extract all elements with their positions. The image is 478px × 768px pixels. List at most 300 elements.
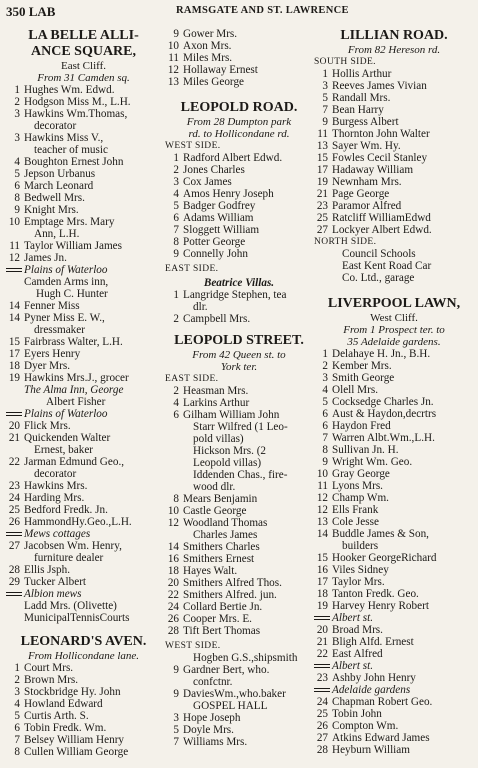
resident-name: Paramor Alfred [332,200,402,212]
resident-name: Warren Albt.Wm.,L.H. [332,432,435,444]
resident-name: Belsey William Henry [24,734,125,746]
resident-name: Hawkins Wm.Thomas, [24,108,128,120]
resident-name: Jones Charles [183,164,245,176]
resident-name: Delahaye H. Jn., B.H. [332,348,431,360]
cross-street-label: Plains of Waterloo [24,264,108,276]
house-number: 24 [8,492,20,504]
directory-entry [314,504,474,516]
resident-name: Hayes Walt. [183,565,238,577]
house-number: 19 [316,600,328,612]
directory-entry [314,516,474,528]
house-number: 11 [168,52,179,64]
terrace-name: Beatrice Villas. [203,277,275,289]
directory-entry [6,348,161,360]
house-number: 6 [322,420,328,432]
house-number: 3 [14,132,20,144]
resident-name: Cooper Mrs. E. [183,613,252,625]
resident-name: dressmaker [34,324,85,336]
directory-entry [6,456,161,468]
resident-name: Hawkins Mrs.J., grocer [24,372,129,384]
directory-entry [314,360,474,372]
directory-entry [314,444,474,456]
directory-entry [6,252,161,264]
street-location: West Cliff. [370,312,418,324]
directory-entry [314,104,474,116]
directory-entry [165,601,313,613]
directory-entry [314,672,474,684]
directory-entry [6,120,161,132]
directory-entry [165,212,313,224]
resident-name: Haydon Fred [332,420,391,432]
resident-name: Hope Joseph [183,712,241,724]
house-number: 8 [322,444,328,456]
directory-entry [165,517,313,529]
house-number: 1 [14,84,20,96]
directory-entry [165,397,313,409]
house-number: 18 [8,360,20,372]
house-number: 14 [8,300,20,312]
double-rule-icon [6,268,22,272]
cross-street-label: Plains of Waterloo [24,408,108,420]
directory-entry [165,313,313,325]
directory-entry [314,456,474,468]
resident-name: March Leonard [24,180,94,192]
house-number: 15 [8,336,20,348]
directory-entry [165,224,313,236]
house-number: 8 [14,746,20,758]
directory-entry [6,540,161,552]
house-number: 1 [173,152,179,164]
house-number: 15 [316,552,328,564]
resident-name: Hodgson Miss M., L.H. [24,96,131,108]
resident-name: Aust & Haydon,decrtrs [332,408,437,420]
resident-name: Cole Jesse [332,516,379,528]
resident-name: Langridge Stephen, tea [183,289,287,301]
house-number: 1 [173,289,179,301]
directory-entry [165,529,313,541]
street-heading: LEOPOLD ROAD. [180,100,298,115]
directory-entry [314,648,474,660]
street-from: From 31 Camden sq. [37,72,130,84]
directory-entry [314,116,474,128]
street-heading: LIVERPOOL LAWN, [327,296,461,311]
house-number: 4 [173,397,179,409]
resident-name: Hawkins Mrs. [24,480,88,492]
resident-name: Olell Mrs. [332,384,378,396]
resident-name: Lockyer Albert Edwd. [332,224,432,236]
directory-entry [314,432,474,444]
directory-entry [6,552,161,564]
house-number: 10 [167,40,179,52]
resident-name: Reeves James Vivian [332,80,427,92]
house-number: 11 [317,128,328,140]
resident-name: Starr Wilfred (1 Leo- [193,421,288,433]
cross-street [314,684,474,696]
resident-name: Harvey Henry Robert [332,600,429,612]
house-number: 23 [8,480,20,492]
house-number: 2 [173,313,179,325]
street-heading: LILLIAN ROAD. [340,28,448,43]
directory-entry [6,360,161,372]
double-rule-icon [6,412,22,416]
directory-entry [6,300,161,312]
resident-name: DaviesWm.,who.baker [183,688,286,700]
double-rule-icon [6,532,22,536]
resident-name: Iddenden Chas., fire- [193,469,288,481]
resident-name: Buddle James & Son, [332,528,429,540]
house-number: 5 [14,168,20,180]
resident-name: furniture dealer [34,552,104,564]
resident-name: Wright Wm. Geo. [332,456,413,468]
directory-entry [165,385,313,397]
directory-entry [165,152,313,164]
house-number: 28 [8,564,20,576]
resident-name: Sloggett William [183,224,260,236]
resident-name: Taylor Mrs. [332,576,385,588]
directory-entry [165,289,313,301]
house-number: 15 [316,152,328,164]
resident-name: Champ Wm. [332,492,389,504]
directory-entry [314,92,474,104]
house-number: 25 [8,504,20,516]
house-number: 18 [167,565,179,577]
resident-name: Viles Sidney [332,564,389,576]
directory-entry [165,236,313,248]
street-from: rd. to Hollicondane rd. [188,128,290,140]
street-from: 35 Adelaide gardens. [347,336,441,348]
resident-name: Ashby John Henry [332,672,416,684]
resident-name: East Alfred [332,648,383,660]
directory-entry [6,710,161,722]
directory-entry [165,625,313,637]
resident-name: Hughes Wm. Edwd. [24,84,115,96]
directory-entry [165,164,313,176]
directory-entry [6,504,161,516]
house-number: 21 [8,432,20,444]
directory-entry [165,577,313,589]
house-number: 12 [8,252,20,264]
house-number: 25 [316,212,328,224]
resident-name: Stockbridge Hy. John [24,686,121,698]
resident-name: Tucker Albert [24,576,87,588]
directory-entry [165,176,313,188]
resident-name: Heyburn William [332,744,410,756]
resident-name: Campbell Mrs. [183,313,251,325]
resident-name: Dyer Mrs. [24,360,70,372]
directory-entry [314,348,474,360]
house-number: 3 [322,372,328,384]
cross-street [6,264,161,276]
directory-entry [6,312,161,324]
inn-entry: Albert Fisher [46,396,106,408]
directory-entry [314,540,474,552]
resident-name: Burgess Albert [332,116,399,128]
directory-entry [314,552,474,564]
directory-entry [314,696,474,708]
house-number: 9 [173,248,179,260]
house-number: 10 [167,505,179,517]
house-number: 13 [167,76,179,88]
directory-entry [165,64,313,76]
directory-entry [165,200,313,212]
directory-entry [165,541,313,553]
house-number: 23 [316,672,328,684]
directory-entry [6,156,161,168]
resident-name: Gardner Bert, who. [183,664,270,676]
resident-name: Bedwell Mrs. [24,192,85,204]
resident-name: Cullen William George [24,746,129,758]
house-number: 27 [316,224,328,236]
house-number: 25 [316,708,328,720]
resident-name: Compton Wm. [332,720,399,732]
house-number: 9 [173,664,179,676]
directory-entry [165,553,313,565]
resident-name: Woodland Thomas [183,517,268,529]
house-number: 4 [173,188,179,200]
directory-entry [165,301,313,313]
resident-name: Hollaway Ernest [183,64,258,76]
house-number: 28 [167,625,179,637]
house-number: 20 [316,624,328,636]
side-heading: SOUTH SIDE. [314,57,376,67]
directory-entry [6,180,161,192]
resident-name: Mears Benjamin [183,493,258,505]
house-number: 19 [316,176,328,188]
resident-name: GOSPEL HALL [193,700,268,712]
resident-name: Hickson Mrs. (2 [193,445,267,457]
resident-name: Sullivan Jn. H. [332,444,399,456]
directory-entry [6,468,161,480]
house-number: 9 [173,28,179,40]
resident-name: Ellis Jsph. [24,564,71,576]
house-number: 4 [14,698,20,710]
resident-name: Hooker GeorgeRichard [332,552,437,564]
resident-name: Williams Mrs. [183,736,248,748]
resident-name: HammondHy.Geo.,L.H. [24,516,132,528]
cross-street [314,612,474,624]
house-number: 7 [322,432,328,444]
house-number: 7 [173,224,179,236]
house-number: 16 [167,553,179,565]
column-3 [314,28,474,756]
house-number: 4 [14,156,20,168]
resident-name: confctnr. [193,676,233,688]
directory-entry [165,676,313,688]
resident-name: decorator [34,120,77,132]
resident-name: Ann, L.H. [34,228,80,240]
directory-entry [314,708,474,720]
resident-name: Badger Godfrey [183,200,256,212]
house-number: 8 [14,192,20,204]
directory-entry [6,746,161,758]
house-number: 12 [167,517,179,529]
directory-entry [314,588,474,600]
directory-entry [6,444,161,456]
resident-name: Bedford Fredk. Jn. [24,504,108,516]
resident-name: Castle George [183,505,247,517]
directory-entry [6,576,161,588]
resident-name: dlr. [193,301,208,313]
side-heading: NORTH SIDE. [314,237,377,247]
house-number: 20 [167,577,179,589]
double-rule-icon [314,616,330,620]
resident-name: Hadaway William [332,164,414,176]
resident-name: Hawkins Miss V., [24,132,104,144]
directory-entry [165,481,313,493]
house-number: 8 [173,236,179,248]
resident-name: Fairbrass Walter, L.H. [24,336,123,348]
house-number: 6 [322,408,328,420]
resident-name: Flick Mrs. [24,420,71,432]
directory-entry [314,152,474,164]
directory-entry [314,720,474,732]
house-number: 12 [316,504,328,516]
directory-entry [314,164,474,176]
house-number: 17 [8,348,20,360]
directory-entry [165,700,313,712]
house-number: 5 [322,396,328,408]
house-number: 27 [8,540,20,552]
house-number: 5 [14,710,20,722]
resident-name: Tanton Fredk. Geo. [332,588,419,600]
house-number: 9 [322,116,328,128]
directory-entry [314,200,474,212]
resident-name: Charles James [193,529,258,541]
house-number: 17 [316,164,328,176]
directory-entry [165,28,313,40]
house-number: 20 [8,420,20,432]
resident-name: Axon Mrs. [183,40,232,52]
house-number: 4 [322,384,328,396]
house-number: 6 [14,722,20,734]
cross-street [6,528,161,540]
resident-name: Miles Mrs. [183,52,233,64]
column-2 [165,28,313,748]
resident-name: teacher of music [34,144,108,156]
resident-name: Thornton John Walter [332,128,430,140]
resident-name: Tift Bert Thomas [183,625,261,637]
cross-street-label: Albert st. [332,660,374,672]
directory-entry [314,212,474,224]
house-number: 2 [322,360,328,372]
resident-name: Collard Bertie Jn. [183,601,263,613]
house-number: 9 [322,456,328,468]
house-number: 21 [316,188,328,200]
resident-name: Broad Mrs. [332,624,383,636]
house-number: 7 [322,104,328,116]
directory-entry [314,468,474,480]
spacer [6,624,161,634]
directory-entry [314,260,474,272]
resident-name: Curtis Arth. S. [24,710,89,722]
house-number: 6 [173,212,179,224]
directory-entry [6,324,161,336]
directory-entry [314,396,474,408]
house-number: 13 [316,516,328,528]
cross-street [6,588,161,600]
directory-entry [165,457,313,469]
house-number: 9 [173,688,179,700]
resident-name: Smithers Alfred. jun. [183,589,277,601]
side-heading: WEST SIDE. [165,641,221,651]
street-location: East Cliff. [60,60,106,72]
house-number: 3 [14,108,20,120]
directory-entry [165,52,313,64]
house-number: 5 [322,92,328,104]
house-number: 10 [8,216,20,228]
house-number: 27 [316,732,328,744]
resident-name: Larkins Arthur [183,397,250,409]
street-heading: LEONARD'S AVEN. [20,634,147,649]
house-number: 5 [173,200,179,212]
directory-entry [165,664,313,676]
resident-name: Cocksedge Charles Jn. [332,396,434,408]
house-number: 26 [167,613,179,625]
house-number: 6 [173,409,179,421]
resident-name: Emptage Mrs. Mary [24,216,115,228]
house-number: 8 [173,493,179,505]
house-number: 2 [14,96,20,108]
directory-entry [165,613,313,625]
directory-entry [314,384,474,396]
resident-name: Bean Harry [332,104,384,116]
directory-entry [6,228,161,240]
directory-entry [6,674,161,686]
directory-entry [314,188,474,200]
resident-name: Potter George [183,236,246,248]
directory-entry [6,564,161,576]
cross-street [6,408,161,420]
house-number: 12 [167,64,179,76]
cross-street-label: Albion mews [24,588,82,600]
directory-entry [6,492,161,504]
double-rule-icon [314,664,330,668]
house-number: 22 [316,648,328,660]
inn-entry: The Alma Inn, George [24,384,124,396]
directory-entry [314,140,474,152]
directory-entry: MunicipalTennisCourts [24,612,130,624]
directory-entry [314,248,474,260]
spacer [165,325,313,333]
directory-entry [6,432,161,444]
house-number: 26 [316,720,328,732]
spacer [165,88,313,100]
house-number: 14 [8,312,20,324]
directory-entry [314,732,474,744]
house-number: 1 [14,662,20,674]
cross-street [314,660,474,672]
resident-name: wood dlr. [193,481,236,493]
directory-entry [165,652,313,664]
directory-entry [6,96,161,108]
directory-entry [165,589,313,601]
resident-name: Boughton Ernest John [24,156,124,168]
directory-entry [165,421,313,433]
cross-street-label: Adelaide gardens [332,684,411,696]
resident-name: Heasman Mrs. [183,385,249,397]
directory-entry [6,240,161,252]
directory-entry [6,734,161,746]
resident-name: Ells Frank [332,504,379,516]
resident-name: Atkins Edward James [332,732,430,744]
house-number: 24 [316,696,328,708]
directory-entry [165,736,313,748]
house-number: 10 [316,468,328,480]
directory-entry [165,445,313,457]
directory-entry [314,372,474,384]
resident-name: Chapman Robert Geo. [332,696,433,708]
resident-name: Ernest, baker [34,444,94,456]
